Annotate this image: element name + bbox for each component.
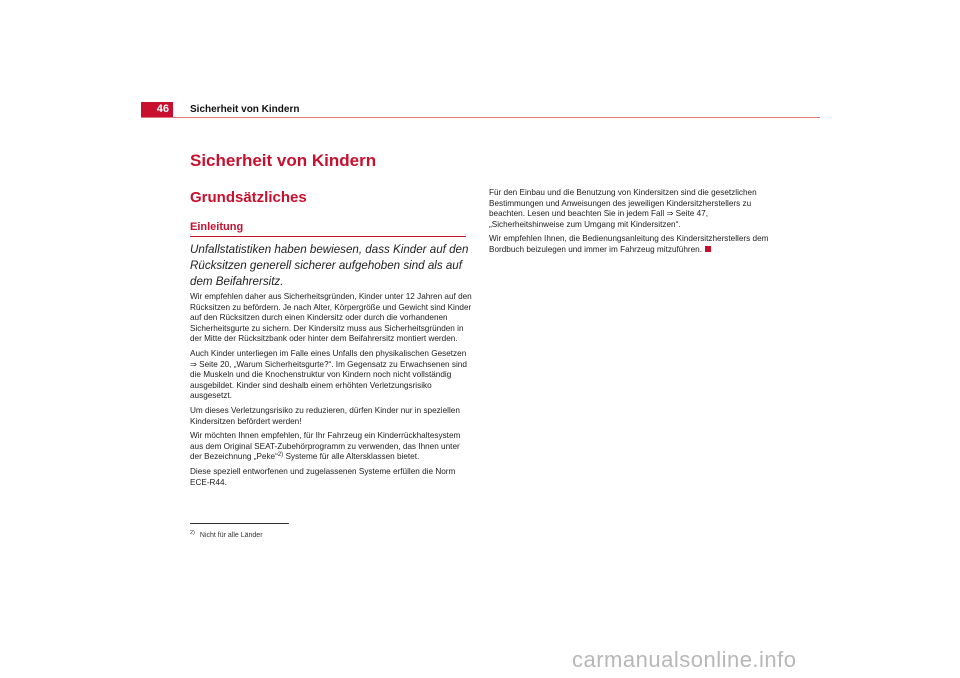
section-end-square-icon [705,246,711,252]
left-paragraph-4-text-b: Systeme für alle Altersklassen bietet. [283,452,420,462]
left-paragraph-3: Um dieses Verletzungsrisiko zu reduzieren, dürfen Kinder nur in speziellen Kindersitzen befördert werden! [190,405,460,426]
left-paragraph-2: Auch Kinder unterliegen im Falle eines Unfalls den physikalischen Gesetzen ⇒ Seite 20, „Warum Sicherheitsgurte?“. Im Gegensatz zu Erwachsenen sind die Muskeln und die Knochenstruktur von Kindern noch nicht vollständig ausgebildet. Kinder sind deshalb einem erhöhten Verletzungsrisiko ausgesetzt. [190,348,467,401]
left-paragraph-4 [190,431,472,463]
footnote-rule [190,523,289,524]
right-paragraph-2 [489,234,777,255]
footnote [190,530,263,539]
running-head: Sicherheit von Kindern [190,104,300,115]
footnote-text: Nicht für alle Länder [199,532,263,539]
footnote-reference[interactable]: 2) [277,452,284,459]
section-title: Grundsätzliches [190,189,307,206]
watermark: carmanualsonline.info [572,647,797,672]
right-column [489,188,777,260]
header-rule [141,117,820,118]
left-column [190,292,472,492]
subsection-rule [190,236,466,237]
footnote-marker: 2) [190,530,195,536]
right-paragraph-2-text: Wir empfehlen Ihnen, die Bedienungsanleitung des Kindersitzherstellers dem Bordbuch beizulegen und immer im Fahrzeug mitzuführen. [489,234,769,254]
lead-paragraph: Unfallstatistiken haben bewiesen, dass Kinder auf den Rücksitzen generell sicherer aufgehoben sind als auf dem Beifahrersitz. [190,243,469,288]
right-paragraph-1: Für den Einbau und die Benutzung von Kindersitzen sind die gesetzlichen Bestimmungen und Anweisungen des jeweiligen Kindersitzherstellers zu beachten. Lesen und beachten Sie in jedem Fall ⇒ Seite 47, „Sicherheitshinweise zum Umgang mit Kindersitzen“. [489,188,757,229]
left-paragraph-5: Diese speziell entworfenen und zugelassenen Systeme erfüllen die Norm ECE-R44. [190,466,456,487]
left-paragraph-1: Wir empfehlen daher aus Sicherheitsgründen, Kinder unter 12 Jahren auf den Rücksitzen zu befördern. Je nach Alter, Körpergröße und Gewicht sind Kinder auf den Rücksitzen durch einen Kindersitz oder durch die vorhandenen Sicherheitsgurte zu sichern. Der Kindersitz muss aus Sicherheitsgründen in der Mitte der Rücksitzbank oder hinter dem Beifahrersitz montiert werden. [190,292,472,344]
page-number: 46 [141,102,173,117]
subsection-title: Einleitung [190,221,244,233]
chapter-title: Sicherheit von Kindern [190,151,377,170]
left-paragraph-4-text-a: Wir möchten Ihnen empfehlen, für Ihr Fahrzeug ein Kinderrückhaltesystem aus dem Original SEAT-Zubehörprogramm zu verwenden, das Ihnen unter der Bezeichnung „Peke“ [190,431,461,462]
